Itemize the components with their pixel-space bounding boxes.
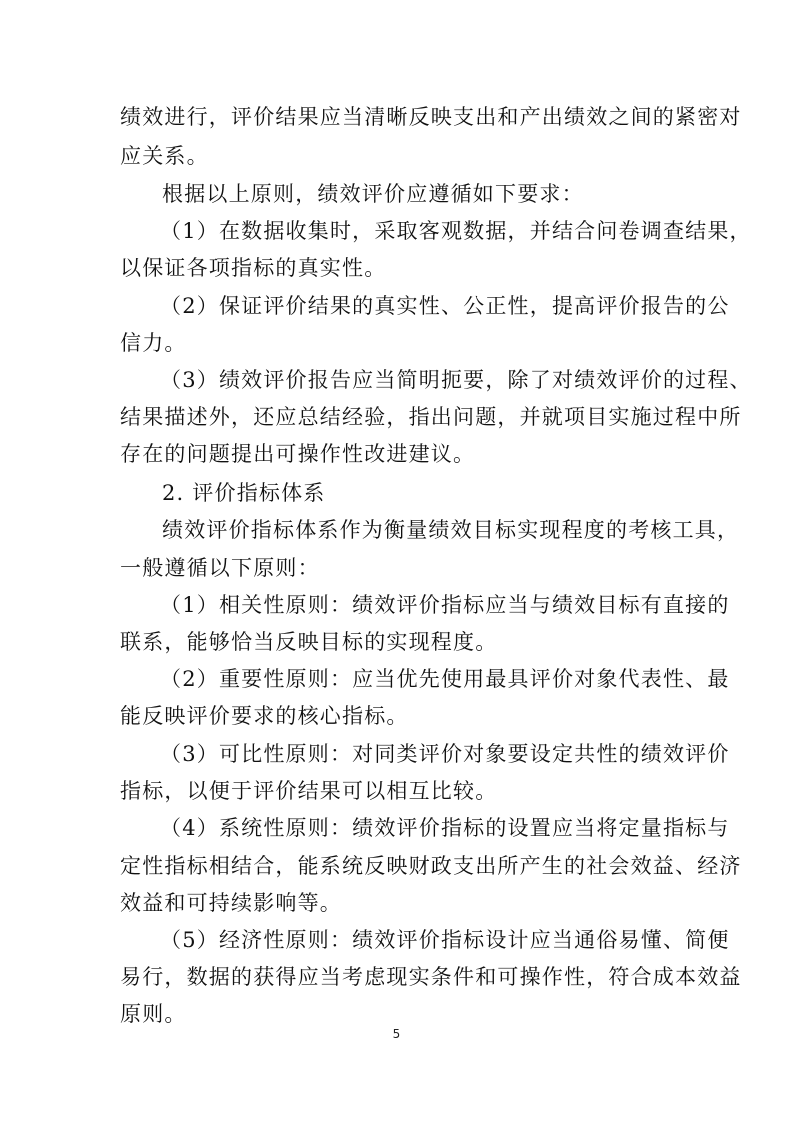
text-line: （1）相关性原则：绩效评价指标应当与绩效目标有直接的 [160,593,730,617]
text-line: 绩效进行，评价结果应当清晰反映支出和产出绩效之间的紧密对 [120,105,742,129]
text-line: （4）系统性原则：绩效评价指标的设置应当将定量指标与 [160,816,730,840]
text-line: （5）经济性原则：绩效评价指标设计应当通俗易懂、简便 [160,928,730,952]
text-line: 根据以上原则，绩效评价应遵循如下要求： [162,182,584,206]
text-line: （1）在数据收集时，采取客观数据，并结合问卷调查结果， [160,219,752,243]
text-line: （2）保证评价结果的真实性、公正性，提高评价报告的公 [160,294,730,318]
text-line: （3）绩效评价报告应当简明扼要，除了对绩效评价的过程、 [160,368,752,392]
text-line: 以保证各项指标的真实性。 [120,256,387,280]
text-line: 一般遵循以下原则： [120,556,320,580]
text-line: 信力。 [120,331,187,355]
text-line: 存在的问题提出可操作性改进建议。 [120,442,476,466]
text-line: 易行，数据的获得应当考虑现实条件和可操作性，符合成本效益 [120,965,742,989]
section-heading: 2. 评价指标体系 [162,481,326,505]
text-line: 定性指标相结合，能系统反映财政支出所产生的社会效益、经济 [120,854,742,878]
text-line: （2）重要性原则：应当优先使用最具评价对象代表性、最 [160,667,730,691]
text-line: 应关系。 [120,144,209,168]
text-line: 结果描述外，还应总结经验，指出问题，并就项目实施过程中所 [120,405,742,429]
text-line: 指标，以便于评价结果可以相互比较。 [120,779,498,803]
text-line: （3）可比性原则：对同类评价对象要设定共性的绩效评价 [160,742,730,766]
page-number: 5 [392,1027,401,1041]
text-line: 绩效评价指标体系作为衡量绩效目标实现程度的考核工具， [162,518,740,542]
text-line: 原则。 [120,1002,187,1026]
text-line: 能反映评价要求的核心指标。 [120,704,409,728]
text-line: 效益和可持续影响等。 [120,891,342,915]
text-line: 联系，能够恰当反映目标的实现程度。 [120,630,498,654]
